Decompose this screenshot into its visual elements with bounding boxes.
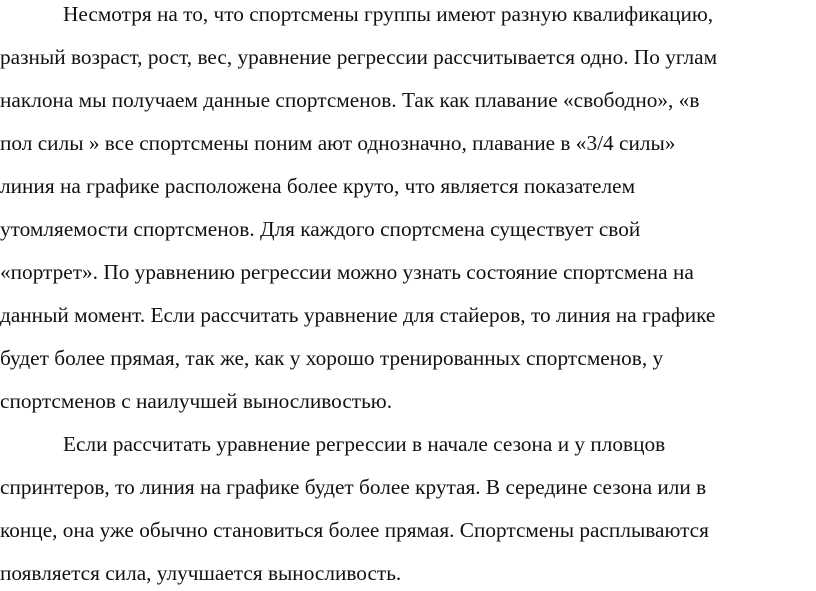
paragraph-1-line-6: утомляемости спортсменов. Для каждого спортсмена существует свой	[0, 217, 641, 241]
paragraph-2-line-4: появляется сила, улучшается выносливость.	[0, 561, 402, 585]
paragraph-1-line-8: данный момент. Если рассчитать уравнение для стайеров, то линия на графике	[0, 303, 716, 327]
paragraph-1-line-10: спортсменов с наилучшей выносливостью.	[0, 389, 393, 413]
paragraph-1-line-5: линия на графике расположена более круто, что является показателем	[0, 174, 636, 198]
paragraph-1-line-2: разный возраст, рост, вес, уравнение регрессии рассчитывается одно. По углам	[0, 45, 718, 69]
paragraph-1-line-4: пол силы » все спортсмены поним ают однозначно, плавание в «3/4 силы»	[0, 131, 676, 155]
paragraph-1-line-9: будет более прямая, так же, как у хорошо тренированных спортсменов, у	[0, 346, 664, 370]
paragraph-1-line-1: Несмотря на то, что спортсмены группы имеют разную квалификацию,	[63, 2, 714, 26]
paragraph-1-line-3: наклона мы получаем данные спортсменов. Так как плавание «свободно», «в	[0, 88, 700, 112]
paragraph-2-line-1: Если рассчитать уравнение регрессии в начале сезона и у пловцов	[63, 432, 666, 456]
paragraph-1-line-7: «портрет». По уравнению регрессии можно узнать состояние спортсмена на	[0, 260, 694, 284]
paragraph-2-line-2: спринтеров, то линия на графике будет более крутая. В середине сезона или в	[0, 475, 707, 499]
paragraph-2-line-3: конце, она уже обычно становиться более прямая. Спортсмены расплываются	[0, 518, 709, 542]
